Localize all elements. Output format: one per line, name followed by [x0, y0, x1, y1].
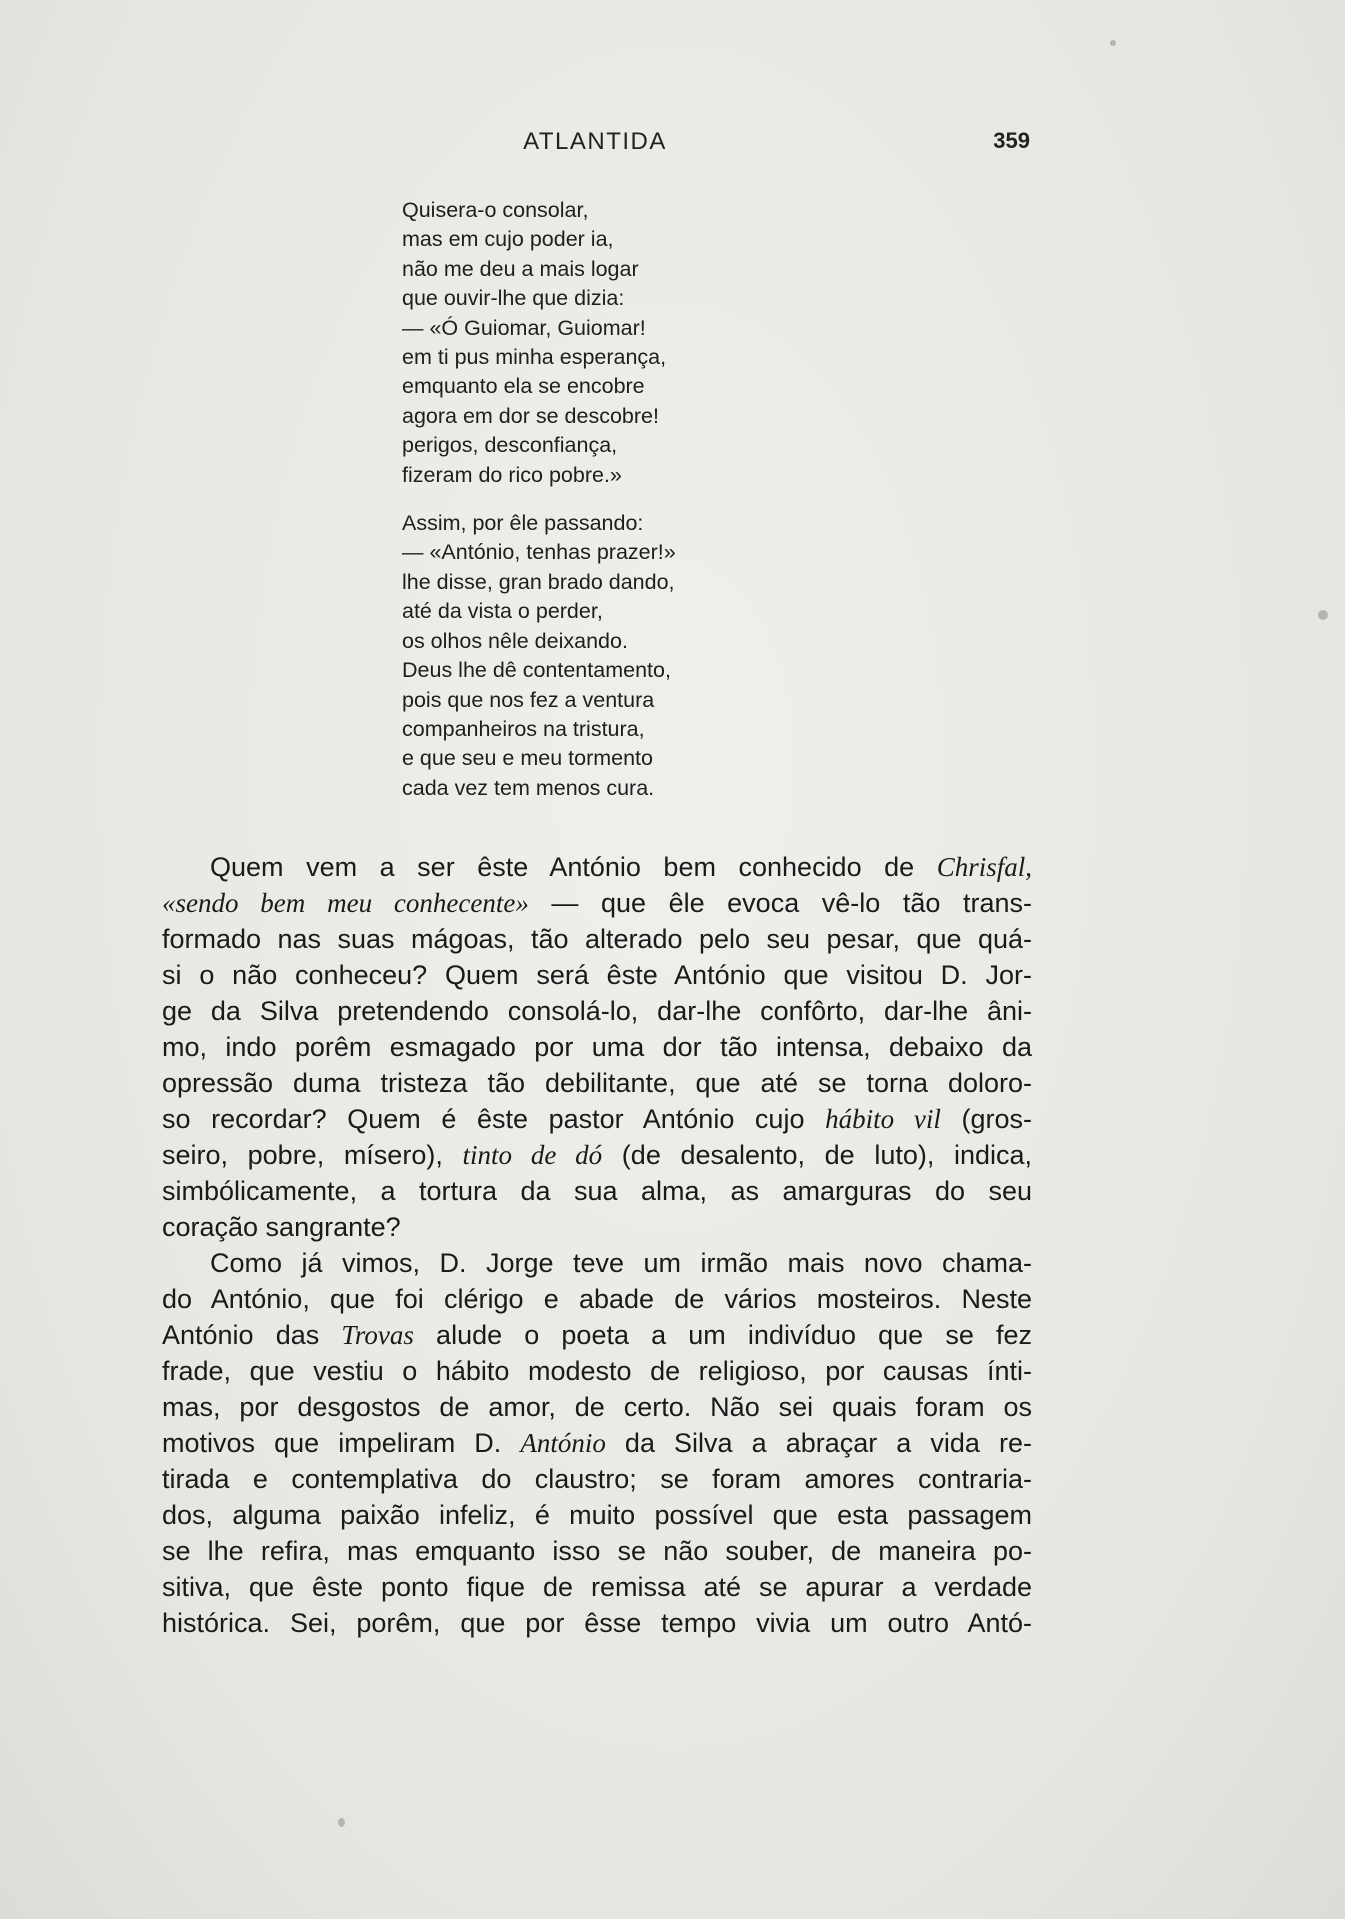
text-run: alude o poeta a um indivíduo que se fez: [413, 1320, 1033, 1350]
verse-line: Assim, por êle passando:: [402, 511, 644, 536]
running-header: [160, 128, 1030, 168]
verse-line: que ouvir-lhe que dizia:: [402, 286, 625, 311]
text-line: simbólicamente, a tortura da sua alma, as amarguras do seu: [162, 1176, 1032, 1206]
verse-line: pois que nos fez a ventura: [402, 687, 655, 712]
page-number: 359: [993, 128, 1030, 153]
text-line: [162, 849, 1032, 885]
text-line: se lhe refira, mas emquanto isso se não souber, de maneira po-: [162, 1536, 1032, 1566]
text-line: [162, 885, 1032, 921]
text-run: António das: [162, 1320, 342, 1350]
italic-name: António: [520, 1428, 606, 1458]
verse-line: Deus lhe dê contentamento,: [402, 658, 671, 683]
text-line: [162, 1137, 1032, 1173]
text-line: opressão duma tristeza tão debilitante, que até se torna doloro-: [162, 1068, 1032, 1098]
verse-line: companheiros na tristura,: [402, 716, 645, 741]
verse-line: agora em dor se descobre!: [402, 403, 659, 428]
text-run: da Silva a abraçar a vida re-: [605, 1428, 1032, 1458]
text-line: Como já vimos, D. Jorge teve um irmão mais novo chama-: [210, 1248, 1032, 1278]
verse-line: e que seu e meu tormento: [402, 746, 653, 771]
text-line: si o não conheceu? Quem será êste António que visitou D. Jor-: [162, 960, 1032, 990]
text-line: [162, 1101, 1032, 1137]
paragraph: [162, 1245, 1032, 1641]
text-line: histórica. Sei, porêm, que por êsse tempo vivia um outro Antó-: [162, 1608, 1032, 1638]
poem: [402, 196, 822, 803]
text-line: mo, indo porêm esmagado por uma dor tão intensa, debaixo da: [162, 1032, 1032, 1062]
text-run: — que êle evoca vê-lo tão trans-: [528, 888, 1032, 918]
text-line: formado nas suas mágoas, tão alterado pelo seu pesar, que quá-: [162, 924, 1032, 954]
text-line: sitiva, que êste ponto fique de remissa até se apurar a verdade: [162, 1572, 1032, 1602]
verse-line: em ti pus minha esperança,: [402, 345, 667, 370]
text-line: frade, que vestiu o hábito modesto de religioso, por causas ínti-: [162, 1356, 1032, 1386]
text-line: mas, por desgostos de amor, de certo. Não sei quais foram os: [162, 1392, 1032, 1422]
text-line: do António, que foi clérigo e abade de vários mosteiros. Neste: [162, 1284, 1032, 1314]
italic-phrase: tinto de dó: [462, 1140, 603, 1170]
italic-title: Trovas: [341, 1320, 414, 1350]
verse-line: Quisera-o consolar,: [402, 198, 589, 222]
paper-speck: [1318, 610, 1328, 620]
text-line: tirada e contemplativa do claustro; se foram amores contraria-: [162, 1464, 1032, 1494]
body-text: [162, 849, 1032, 1641]
paper-speck: [338, 1818, 345, 1827]
paper-speck: [1110, 40, 1116, 46]
text-run: seiro, pobre, mísero),: [162, 1140, 463, 1170]
paragraph: [162, 849, 1032, 1245]
text-line: [162, 1425, 1032, 1461]
text-line: dos, alguma paixão infeliz, é muito possível que esta passagem: [162, 1500, 1032, 1530]
verse-line: até da vista o perder,: [402, 599, 603, 624]
italic-phrase: hábito vil: [825, 1104, 941, 1134]
verse-line: lhe disse, gran brado dando,: [402, 569, 675, 594]
verse-line: mas em cujo poder ia,: [402, 227, 614, 252]
text-line: [162, 1317, 1032, 1353]
text-line: ge da Silva pretendendo consolá-lo, dar-lhe confôrto, dar-lhe âni-: [162, 996, 1032, 1026]
verse-line: cada vez tem menos cura.: [402, 775, 655, 800]
verse-line: — «António, tenhas prazer!»: [402, 540, 676, 565]
text-run: Quem vem a ser êste António bem conhecido de: [210, 852, 937, 882]
poem-stanza: [402, 196, 822, 490]
text-run: (de desalento, de luto), indica,: [602, 1140, 1033, 1170]
running-title: ATLANTIDA: [523, 128, 667, 155]
text-run: motivos que impeliram D.: [162, 1428, 521, 1458]
verse-line: — «Ó Guiomar, Guiomar!: [402, 315, 646, 340]
italic-title: Chrisfal,: [936, 852, 1032, 882]
verse-line: os olhos nêle deixando.: [402, 628, 628, 653]
italic-quote: «sendo bem meu conhecente»: [162, 888, 529, 918]
verse-line: fizeram do rico pobre.»: [402, 462, 622, 487]
text-run: so recordar? Quem é êste pastor António cujo: [162, 1104, 826, 1134]
verse-line: emquanto ela se encobre: [402, 374, 645, 399]
poem-stanza: [402, 509, 822, 803]
verse-line: não me deu a mais logar: [402, 256, 639, 281]
text-line: coração sangrante?: [162, 1212, 401, 1242]
verse-line: perigos, desconfiança,: [402, 433, 618, 458]
text-run: (gros-: [940, 1104, 1033, 1134]
